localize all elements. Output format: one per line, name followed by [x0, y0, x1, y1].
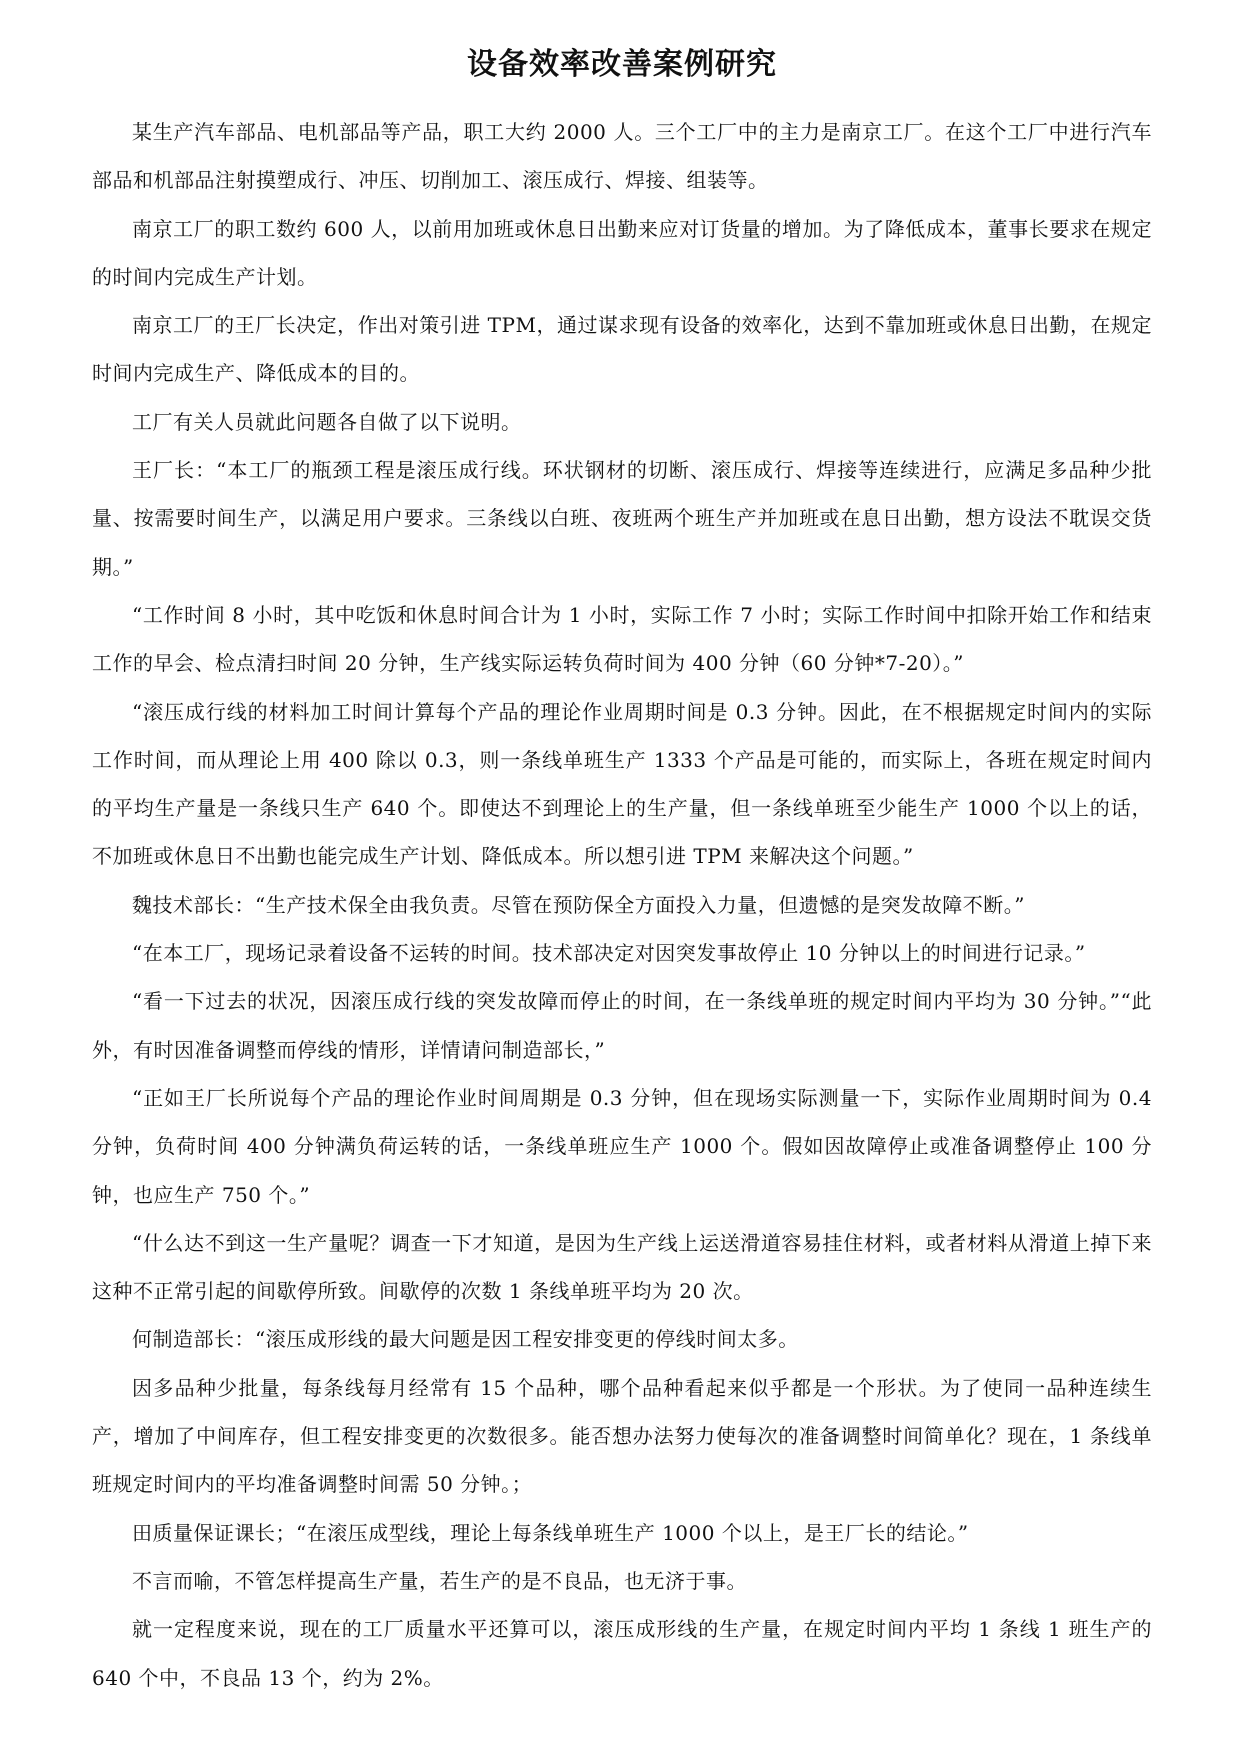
paragraph-defects-note: 不言而喻，不管怎样提高生产量，若生产的是不良品，也无济于事。 — [132, 1568, 747, 1593]
page-title: 设备效率改善案例研究 — [467, 47, 777, 82]
paragraph-workforce: 南京工厂的职工数约 600 人，以前用加班或休息日出勤来应对订货量的增加。为了降低成本，董事长要求在规定的时间内完成生产计划。 — [92, 216, 1152, 289]
paragraph-quality-manager: 田质量保证课长；“在滚压成型线，理论上每条线单班生产 1000 个以上，是王厂长的结论。” — [132, 1520, 969, 1545]
paragraph-cycle-time: “滚压成行线的材料加工时间计算每个产品的理论作业周期时间是 0.3 分钟。因此，在不根据规定时间内的实际工作时间，而从理论上用 400 除以 0.3，则一条线单班生产 1333 个产品是可能的，而实际上，各班在规定时间内的平均生产量是一条线只生产 640 个。即使达不到理论上的生产量，但一条线单班至少能生产 1000 个以上的话，不加班或休息日不出勤也能完成生产计划、降低成本。所以想引进 TPM 来解决这个问题。” — [92, 699, 1152, 869]
paragraph-factory-manager: 王厂长：“本工厂的瓶颈工程是滚压成行线。环状钢材的切断、滚压成行、焊接等连续进行，应满足多品种少批量、按需要时间生产，以满足用户要求。三条线以白班、夜班两个班生产并加班或在息日出勤，想方设法不耽误交货期。” — [92, 458, 1152, 579]
paragraph-downtime-record: “在本工厂，现场记录着设备不运转的时间。技术部决定对因突发事故停止 10 分钟以上的时间进行记录。” — [132, 941, 1086, 966]
document-body — [92, 108, 1152, 1702]
document-page — [92, 38, 1152, 1702]
paragraph-tech-manager: 魏技术部长：“生产技术保全由我负责。尽管在预防保全方面投入力量，但遗憾的是突发故障不断。” — [132, 892, 1025, 917]
paragraph-breakdown-time: “看一下过去的状况，因滚压成行线的突发故障而停止的时间，在一条线单班的规定时间内平均为 30 分钟。”“此外，有时因准备调整而停线的情形，详情请问制造部长，” — [92, 989, 1152, 1062]
paragraph-defect-rate: 就一定程度来说，现在的工厂质量水平还算可以，滚压成形线的生产量，在规定时间内平均 1 条线 1 班生产的 640 个中，不良品 13 个，约为 2%。 — [92, 1617, 1152, 1690]
paragraph-production-manager: 何制造部长：“滚压成形线的最大问题是因工程安排变更的停线时间太多。 — [132, 1327, 799, 1352]
paragraph-minor-stops: “什么达不到这一生产量呢？调查一下才知道，是因为生产线上运送滑道容易挂住材料，或者材料从滑道上掉下来这种不正常引起的间歇停所致。间歇停的次数 1 条线单班平均为 20 次。 — [92, 1230, 1152, 1304]
paragraph-changeover: 因多品种少批量，每条线每月经常有 15 个品种，哪个品种看起来似乎都是一个形状。为了使同一品种连续生产，增加了中间库存，但工程安排变更的次数很多。能否想办法努力使每次的准备调整时间简单化？现在，1 条线单班规定时间内的平均准备调整时间需 50 分钟。； — [92, 1375, 1152, 1497]
paragraph-tpm-decision: 南京工厂的王厂长决定，作出对策引进 TPM，通过谋求现有设备的效率化，达到不靠加班或休息日出勤，在规定时间内完成生产、降低成本的目的。 — [92, 313, 1152, 386]
paragraph-working-time: “工作时间 8 小时，其中吃饭和休息时间合计为 1 小时，实际工作 7 小时；实际工作时间中扣除开始工作和结束工作的早会、检点清扫时间 20 分钟，生产线实际运转负荷时间为 400 分钟（60 分钟*7-20）。” — [92, 602, 1152, 676]
paragraph-actual-cycle: “正如王厂长所说每个产品的理论作业时间周期是 0.3 分钟，但在现场实际测量一下，实际作业周期时间为 0.4 分钟，负荷时间 400 分钟满负荷运转的话，一条线单班应生产 1000 个。假如因故障停止或准备调整停止 100 分钟，也应生产 750 个。” — [92, 1085, 1152, 1207]
paragraph-intro: 某生产汽车部品、电机部品等产品，职工大约 2000 人。三个工厂中的主力是南京工厂。在这个工厂中进行汽车部品和机部品注射摸塑成行、冲压、切削加工、滚压成行、焊接、组装等。 — [92, 120, 1152, 193]
paragraph-explanations-intro: 工厂有关人员就此问题各自做了以下说明。 — [132, 409, 522, 434]
